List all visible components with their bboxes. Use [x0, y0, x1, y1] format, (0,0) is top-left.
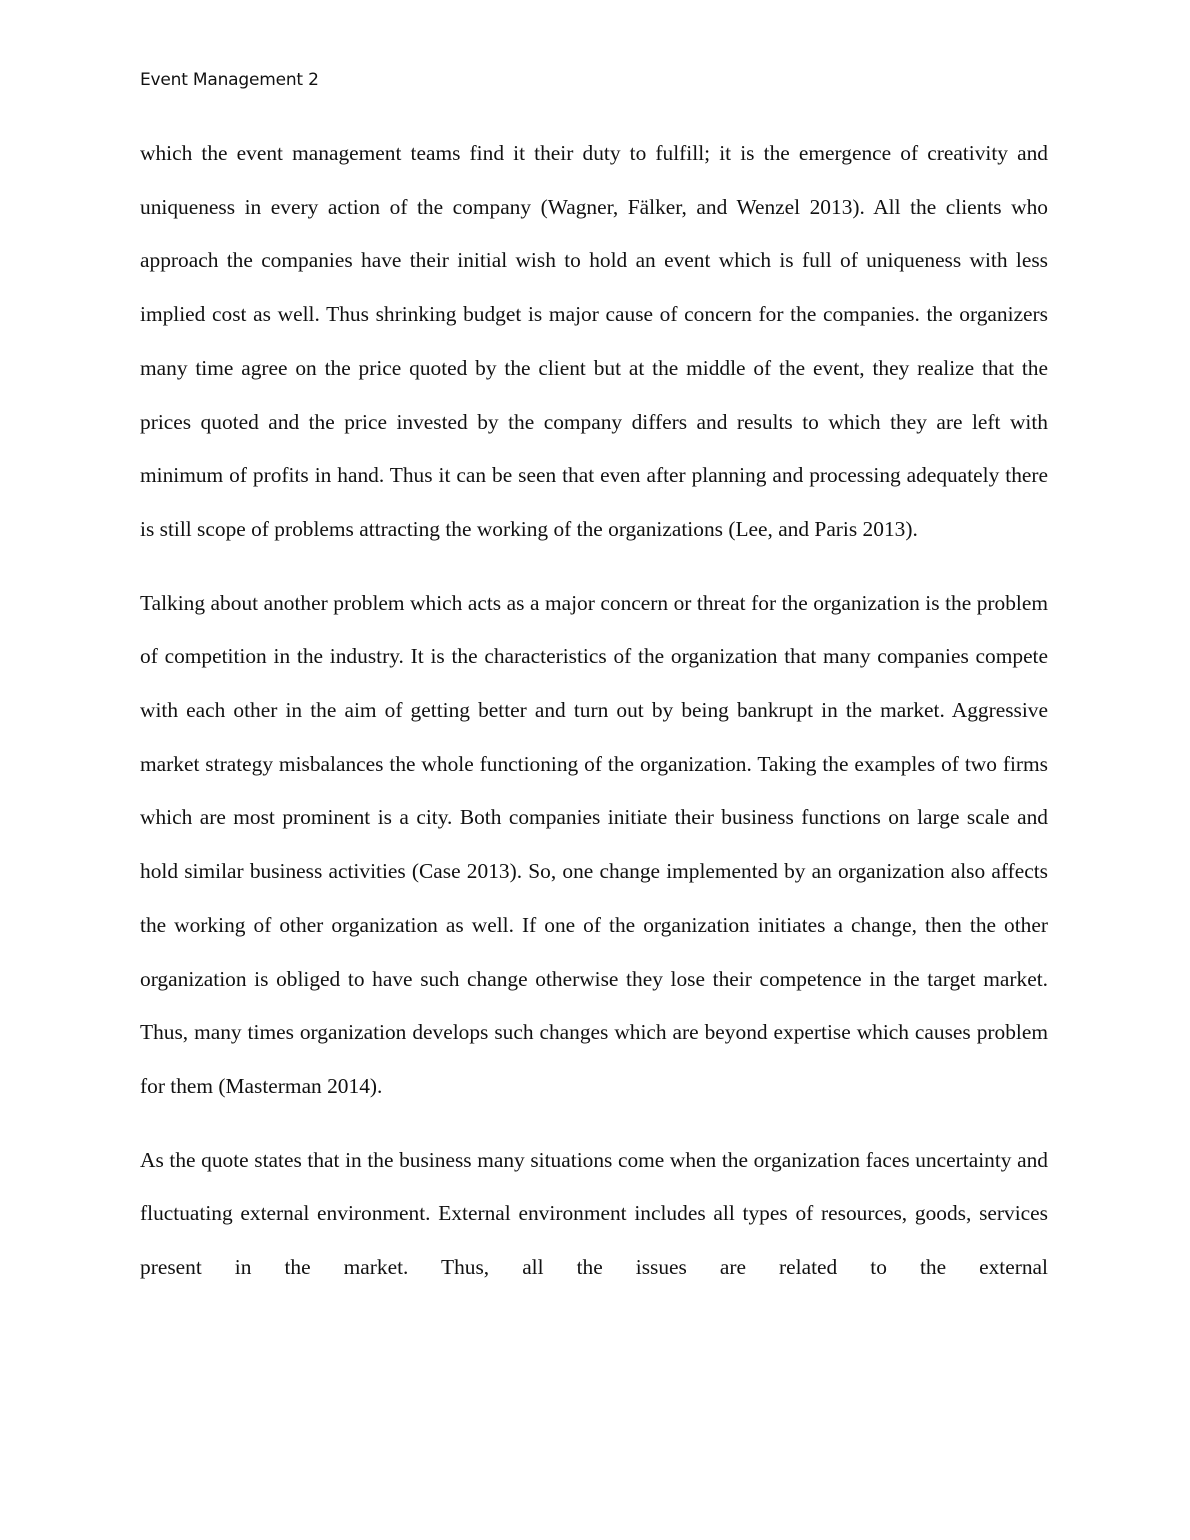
- paragraph-2: Talking about another problem which acts as a major concern or threat for the organization is the problem of competition in the industry. It is the characteristics of the organization that many companies compete with each other in the aim of getting better and turn out by being bankrupt in the market. Aggressive market strategy misbalances the whole functioning of the organization. Taking the examples of two firms which are most prominent is a city. Both companies initiate their business functions on large scale and hold similar business activities (Case 2013). So, one change implemented by an organization also affects the working of other organization as well. If one of the organization initiates a change, then the other organization is obliged to have such change otherwise they lose their competence in the target market. Thus, many times organization develops such changes which are beyond expertise which causes problem for them (Masterman 2014).: [140, 590, 1048, 1098]
- paragraph-3: As the quote states that in the business many situations come when the organization faces uncertainty and fluctuating external environment. External environment includes all types of resources, goods, services present in the market. Thus, all the issues are related to the external: [140, 1147, 1048, 1280]
- running-head: Event Management 2: [140, 70, 319, 90]
- paragraph-1: which the event management teams find it their duty to fulfill; it is the emergence of creativity and uniqueness in every action of the company (Wagner, Fälker, and Wenzel 2013). All the clients who approach the companies have their initial wish to hold an event which is full of uniqueness with less implied cost as well. Thus shrinking budget is major cause of concern for the companies. the organizers many time agree on the price quoted by the client but at the middle of the event, they realize that the prices quoted and the price invested by the company differs and results to which they are left with minimum of profits in hand. Thus it can be seen that even after planning and processing adequately there is still scope of problems attracting the working of the organizations (Lee, and Paris 2013).: [140, 141, 1048, 541]
- document-body: [140, 127, 1048, 1315]
